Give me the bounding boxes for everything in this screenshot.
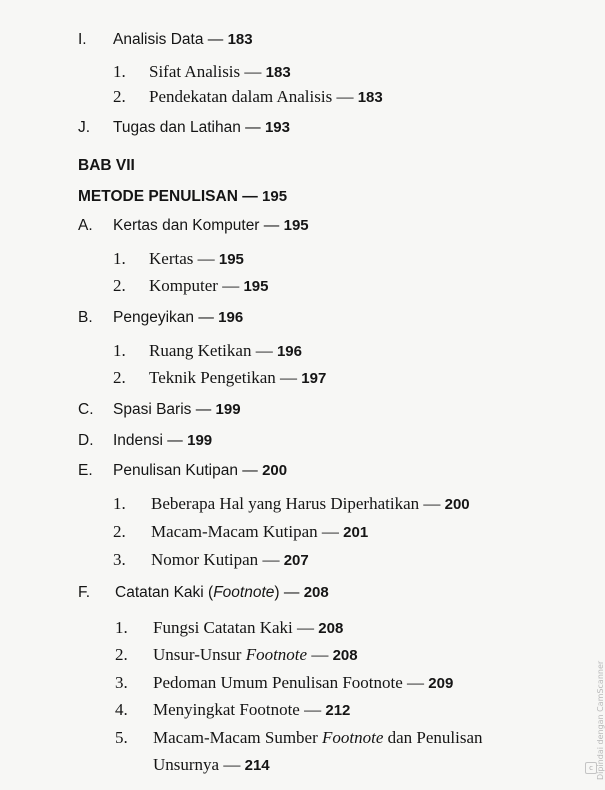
page-number: 196: [218, 309, 244, 326]
dash: —: [244, 62, 262, 81]
entry-text: [151, 522, 368, 542]
dash: —: [407, 673, 425, 692]
entry-title: Indensi: [113, 432, 163, 449]
dash: —: [321, 522, 339, 541]
page-number: 195: [243, 278, 269, 295]
entry-title: Komputer: [149, 276, 218, 295]
entry-title-post: dan Penulisan: [383, 728, 483, 747]
dash: —: [263, 217, 280, 234]
dash: —: [223, 755, 241, 774]
page-number: 199: [187, 432, 213, 449]
page-number: 195: [262, 188, 288, 205]
dash: —: [167, 432, 183, 449]
entry-label: 1.: [115, 618, 128, 637]
entry-label: C.: [78, 401, 94, 418]
entry-text: [113, 309, 243, 327]
entry-text: [113, 432, 212, 450]
entry-label: B.: [78, 309, 93, 326]
entry-title: Kertas: [149, 249, 194, 268]
page-number: 195: [283, 217, 309, 234]
entry-text: [151, 494, 470, 514]
dash: —: [262, 550, 280, 569]
entry-title-post: ): [274, 584, 280, 601]
dash: —: [197, 249, 215, 268]
entry-text: [153, 728, 483, 748]
page-number: 200: [262, 462, 288, 479]
page-number: 197: [301, 370, 327, 387]
entry-title-pre: Macam-Macam Sumber: [153, 728, 322, 747]
entry-text: [149, 62, 291, 82]
entry-title: Teknik Pengetikan: [149, 368, 276, 387]
dash: —: [242, 462, 258, 479]
page-number: 200: [444, 496, 470, 513]
dash: —: [423, 494, 441, 513]
entry-text: [115, 584, 329, 602]
entry-label: D.: [78, 432, 94, 449]
dash: —: [304, 700, 322, 719]
dash: —: [311, 645, 329, 664]
page-number: 208: [318, 620, 344, 637]
entry-text: [113, 462, 287, 480]
entry-title: Spasi Baris: [113, 401, 192, 418]
entry-text: [113, 217, 309, 235]
page-number: 214: [244, 757, 270, 774]
entry-title-italic: Footnote: [245, 645, 308, 664]
entry-label: 1.: [113, 62, 126, 81]
dash: —: [255, 341, 273, 360]
entry-text: [113, 31, 253, 49]
entry-label: 2.: [113, 276, 126, 295]
entry-label: 3.: [113, 550, 126, 569]
entry-title-italic: Footnote: [322, 728, 384, 747]
entry-label: A.: [78, 217, 93, 234]
entry-title: Macam-Macam Kutipan: [151, 522, 318, 541]
dash: —: [297, 618, 315, 637]
entry-text: [149, 368, 326, 388]
page-number: 183: [265, 64, 291, 81]
watermark-text: Dipindai dengan CamScanner: [596, 660, 605, 780]
entry-label: E.: [78, 462, 93, 479]
entry-title: Beberapa Hal yang Harus Diperhatikan: [151, 494, 420, 513]
entry-label: F.: [78, 584, 91, 601]
entry-title: Kertas dan Komputer: [113, 217, 260, 234]
page-number: 212: [325, 702, 351, 719]
entry-title-line2: Unsurnya: [153, 755, 220, 774]
entry-title: Analisis Data: [113, 31, 204, 48]
chapter-label: BAB VII: [78, 157, 135, 174]
entry-title: Penulisan Kutipan: [113, 462, 238, 479]
scanner-logo-icon: c: [585, 762, 597, 774]
dash: —: [198, 309, 214, 326]
entry-title: Pendekatan dalam Analisis: [149, 87, 333, 106]
entry-label: 2.: [113, 87, 126, 106]
entry-label: 4.: [115, 700, 128, 719]
page-number: 183: [227, 31, 253, 48]
dash: —: [280, 368, 298, 387]
page-number: 208: [303, 584, 329, 601]
entry-text: [149, 341, 302, 361]
dash: —: [195, 401, 212, 418]
chapter-title: [78, 188, 287, 206]
page-number: 199: [215, 401, 241, 418]
entry-label: 2.: [113, 368, 126, 387]
entry-label: 3.: [115, 673, 128, 692]
entry-title-pre: Catatan Kaki (: [115, 584, 214, 601]
entry-text: [113, 401, 241, 419]
page-number: 208: [332, 647, 358, 664]
entry-text: [153, 700, 350, 720]
entry-text: [153, 755, 270, 775]
page-number: 201: [343, 524, 369, 541]
entry-label: 1.: [113, 249, 126, 268]
page-number: 207: [283, 552, 309, 569]
entry-title: Fungsi Catatan Kaki: [153, 618, 293, 637]
entry-title: Nomor Kutipan: [151, 550, 259, 569]
entry-label: 2.: [113, 522, 126, 541]
dash: —: [207, 31, 224, 48]
entry-label: I.: [78, 31, 87, 48]
entry-label: J.: [78, 119, 91, 136]
entry-label: 5.: [115, 728, 128, 747]
chapter-title-text: METODE PENULISAN: [78, 188, 238, 205]
entry-text: [153, 645, 358, 665]
entry-title: Menyingkat Footnote: [153, 700, 300, 719]
page-number: 193: [264, 119, 290, 136]
page-number: 209: [428, 675, 454, 692]
entry-text: [153, 673, 453, 693]
entry-title: Tugas dan Latihan: [113, 119, 241, 136]
page-number: 196: [276, 343, 302, 360]
page-number: 183: [357, 89, 383, 106]
entry-title: Ruang Ketikan: [149, 341, 252, 360]
dash: —: [336, 87, 354, 106]
entry-label: 2.: [115, 645, 128, 664]
entry-title-italic: Footnote: [213, 584, 275, 601]
entry-text: [153, 618, 343, 638]
entry-label: 1.: [113, 341, 126, 360]
entry-text: [151, 550, 309, 570]
dash: —: [283, 584, 300, 601]
dash: —: [222, 276, 240, 295]
entry-text: [149, 87, 383, 107]
dash: —: [242, 188, 258, 205]
entry-title: Pengeyikan: [113, 309, 195, 326]
entry-text: [113, 119, 290, 137]
entry-title: Pedoman Umum Penulisan Footnote: [153, 673, 403, 692]
entry-label: 1.: [113, 494, 126, 513]
entry-title-pre: Unsur-Unsur: [153, 645, 246, 664]
dash: —: [245, 119, 261, 136]
entry-title: Sifat Analisis: [149, 62, 241, 81]
entry-text: [149, 276, 268, 296]
page-number: 195: [218, 251, 244, 268]
entry-text: [149, 249, 244, 269]
